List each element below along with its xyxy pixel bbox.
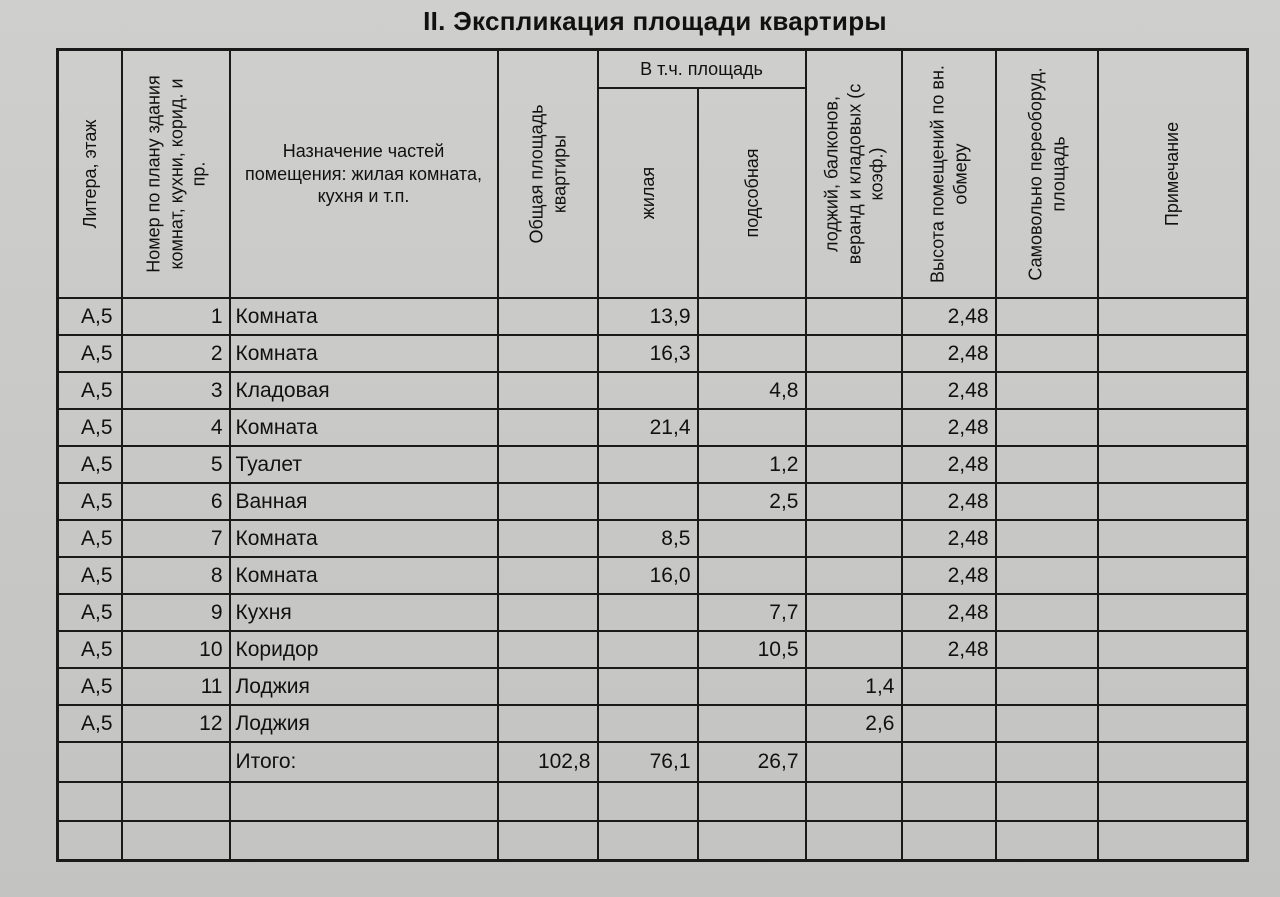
row-name: Лоджия — [230, 705, 498, 742]
row-total-area — [498, 668, 598, 705]
row-litera: А,5 — [58, 668, 122, 705]
table-row — [58, 298, 1248, 335]
header-total-area: Общая площадь квартиры — [498, 50, 598, 298]
row-note — [1098, 668, 1248, 705]
row-auxiliary — [698, 557, 806, 594]
row-loggia: 1,4 — [806, 668, 902, 705]
row-living: 13,9 — [598, 298, 698, 335]
table-row — [58, 668, 1248, 705]
row-auxiliary: 1,2 — [698, 446, 806, 483]
row-living: 8,5 — [598, 520, 698, 557]
row-litera: А,5 — [58, 705, 122, 742]
totals-living: 76,1 — [598, 742, 698, 782]
header-note: Примечание — [1098, 50, 1248, 298]
table-row — [58, 372, 1248, 409]
row-height — [902, 705, 996, 742]
row-number: 3 — [122, 372, 230, 409]
row-living — [598, 594, 698, 631]
row-auxiliary — [698, 520, 806, 557]
table-row — [58, 520, 1248, 557]
row-loggia — [806, 520, 902, 557]
row-number: 8 — [122, 557, 230, 594]
row-living — [598, 705, 698, 742]
row-note — [1098, 557, 1248, 594]
row-number: 9 — [122, 594, 230, 631]
row-name: Ванная — [230, 483, 498, 520]
row-total-area — [498, 705, 598, 742]
row-auxiliary: 7,7 — [698, 594, 806, 631]
row-litera: А,5 — [58, 520, 122, 557]
row-number: 11 — [122, 668, 230, 705]
row-name: Туалет — [230, 446, 498, 483]
row-height: 2,48 — [902, 594, 996, 631]
page-title: II. Экспликация площади квартиры — [423, 6, 887, 36]
row-name: Кладовая — [230, 372, 498, 409]
row-loggia: 2,6 — [806, 705, 902, 742]
row-note — [1098, 298, 1248, 335]
row-note — [1098, 335, 1248, 372]
row-number: 6 — [122, 483, 230, 520]
table-row — [58, 409, 1248, 446]
row-auxiliary — [698, 409, 806, 446]
row-litera: А,5 — [58, 298, 122, 335]
row-unauthorized — [996, 409, 1098, 446]
row-living: 16,3 — [598, 335, 698, 372]
row-living: 16,0 — [598, 557, 698, 594]
table-row — [58, 557, 1248, 594]
row-number: 1 — [122, 298, 230, 335]
totals-row — [58, 742, 1248, 782]
row-litera: А,5 — [58, 446, 122, 483]
row-unauthorized — [996, 594, 1098, 631]
row-loggia — [806, 631, 902, 668]
totals-cell — [996, 742, 1098, 782]
row-height: 2,48 — [902, 557, 996, 594]
row-name: Коридор — [230, 631, 498, 668]
row-total-area — [498, 483, 598, 520]
row-note — [1098, 446, 1248, 483]
row-number: 10 — [122, 631, 230, 668]
header-incl-area: В т.ч. площадь — [598, 50, 806, 88]
header-purpose: Назначение частей помещения: жилая комната, кухня и т.п. — [230, 50, 498, 298]
row-auxiliary: 2,5 — [698, 483, 806, 520]
row-loggia — [806, 409, 902, 446]
row-number: 2 — [122, 335, 230, 372]
row-litera: А,5 — [58, 335, 122, 372]
row-unauthorized — [996, 705, 1098, 742]
totals-total-area: 102,8 — [498, 742, 598, 782]
table-row — [58, 483, 1248, 520]
row-height: 2,48 — [902, 520, 996, 557]
row-height: 2,48 — [902, 483, 996, 520]
row-total-area — [498, 631, 598, 668]
row-note — [1098, 594, 1248, 631]
table-row — [58, 594, 1248, 631]
totals-label: Итого: — [230, 742, 498, 782]
header-number: Номер по плану здания комнат, кухни, корид. и пр. — [122, 50, 230, 298]
row-auxiliary: 4,8 — [698, 372, 806, 409]
row-living — [598, 372, 698, 409]
row-living — [598, 631, 698, 668]
totals-cell — [806, 742, 902, 782]
row-note — [1098, 520, 1248, 557]
row-height: 2,48 — [902, 409, 996, 446]
row-height — [902, 668, 996, 705]
row-unauthorized — [996, 372, 1098, 409]
header-loggia: лоджий, балконов, веранд и кладовых (с коэф.) — [806, 50, 902, 298]
row-height: 2,48 — [902, 631, 996, 668]
row-number: 7 — [122, 520, 230, 557]
row-auxiliary — [698, 705, 806, 742]
totals-cell — [1098, 742, 1248, 782]
row-total-area — [498, 372, 598, 409]
row-unauthorized — [996, 557, 1098, 594]
blank-row — [58, 782, 1248, 821]
row-unauthorized — [996, 668, 1098, 705]
row-total-area — [498, 594, 598, 631]
row-litera: А,5 — [58, 631, 122, 668]
totals-auxiliary: 26,7 — [698, 742, 806, 782]
row-number: 5 — [122, 446, 230, 483]
row-living: 21,4 — [598, 409, 698, 446]
row-loggia — [806, 446, 902, 483]
table-row — [58, 705, 1248, 742]
row-note — [1098, 705, 1248, 742]
row-auxiliary — [698, 298, 806, 335]
row-loggia — [806, 483, 902, 520]
row-note — [1098, 483, 1248, 520]
row-name: Комната — [230, 335, 498, 372]
row-height: 2,48 — [902, 446, 996, 483]
row-total-area — [498, 298, 598, 335]
header-litera: Литера, этаж — [58, 50, 122, 298]
row-total-area — [498, 520, 598, 557]
row-name: Комната — [230, 298, 498, 335]
row-height: 2,48 — [902, 298, 996, 335]
row-unauthorized — [996, 631, 1098, 668]
header-height: Высота помещений по вн. обмеру — [902, 50, 996, 298]
totals-cell — [58, 742, 122, 782]
blank-row — [58, 821, 1248, 861]
totals-cell — [122, 742, 230, 782]
row-name: Комната — [230, 557, 498, 594]
row-auxiliary — [698, 335, 806, 372]
explication-table — [56, 48, 1249, 862]
header-unauthorized: Самовольно переоборуд. площадь — [996, 50, 1098, 298]
row-number: 4 — [122, 409, 230, 446]
table-row — [58, 335, 1248, 372]
row-total-area — [498, 409, 598, 446]
row-note — [1098, 631, 1248, 668]
row-total-area — [498, 557, 598, 594]
table-row — [58, 631, 1248, 668]
row-name: Комната — [230, 409, 498, 446]
row-litera: А,5 — [58, 557, 122, 594]
table-row — [58, 446, 1248, 483]
row-name: Комната — [230, 520, 498, 557]
row-total-area — [498, 446, 598, 483]
row-note — [1098, 409, 1248, 446]
row-auxiliary: 10,5 — [698, 631, 806, 668]
row-litera: А,5 — [58, 409, 122, 446]
row-name: Лоджия — [230, 668, 498, 705]
row-note — [1098, 372, 1248, 409]
row-name: Кухня — [230, 594, 498, 631]
row-living — [598, 483, 698, 520]
row-unauthorized — [996, 483, 1098, 520]
row-loggia — [806, 298, 902, 335]
header-auxiliary: подсобная — [698, 88, 806, 298]
row-living — [598, 446, 698, 483]
row-loggia — [806, 335, 902, 372]
row-litera: А,5 — [58, 372, 122, 409]
row-total-area — [498, 335, 598, 372]
row-loggia — [806, 372, 902, 409]
row-height: 2,48 — [902, 335, 996, 372]
row-unauthorized — [996, 520, 1098, 557]
row-unauthorized — [996, 335, 1098, 372]
row-unauthorized — [996, 446, 1098, 483]
row-auxiliary — [698, 668, 806, 705]
row-loggia — [806, 594, 902, 631]
header-living: жилая — [598, 88, 698, 298]
row-litera: А,5 — [58, 594, 122, 631]
row-loggia — [806, 557, 902, 594]
row-living — [598, 668, 698, 705]
row-unauthorized — [996, 298, 1098, 335]
row-number: 12 — [122, 705, 230, 742]
row-litera: А,5 — [58, 483, 122, 520]
totals-cell — [902, 742, 996, 782]
row-height: 2,48 — [902, 372, 996, 409]
